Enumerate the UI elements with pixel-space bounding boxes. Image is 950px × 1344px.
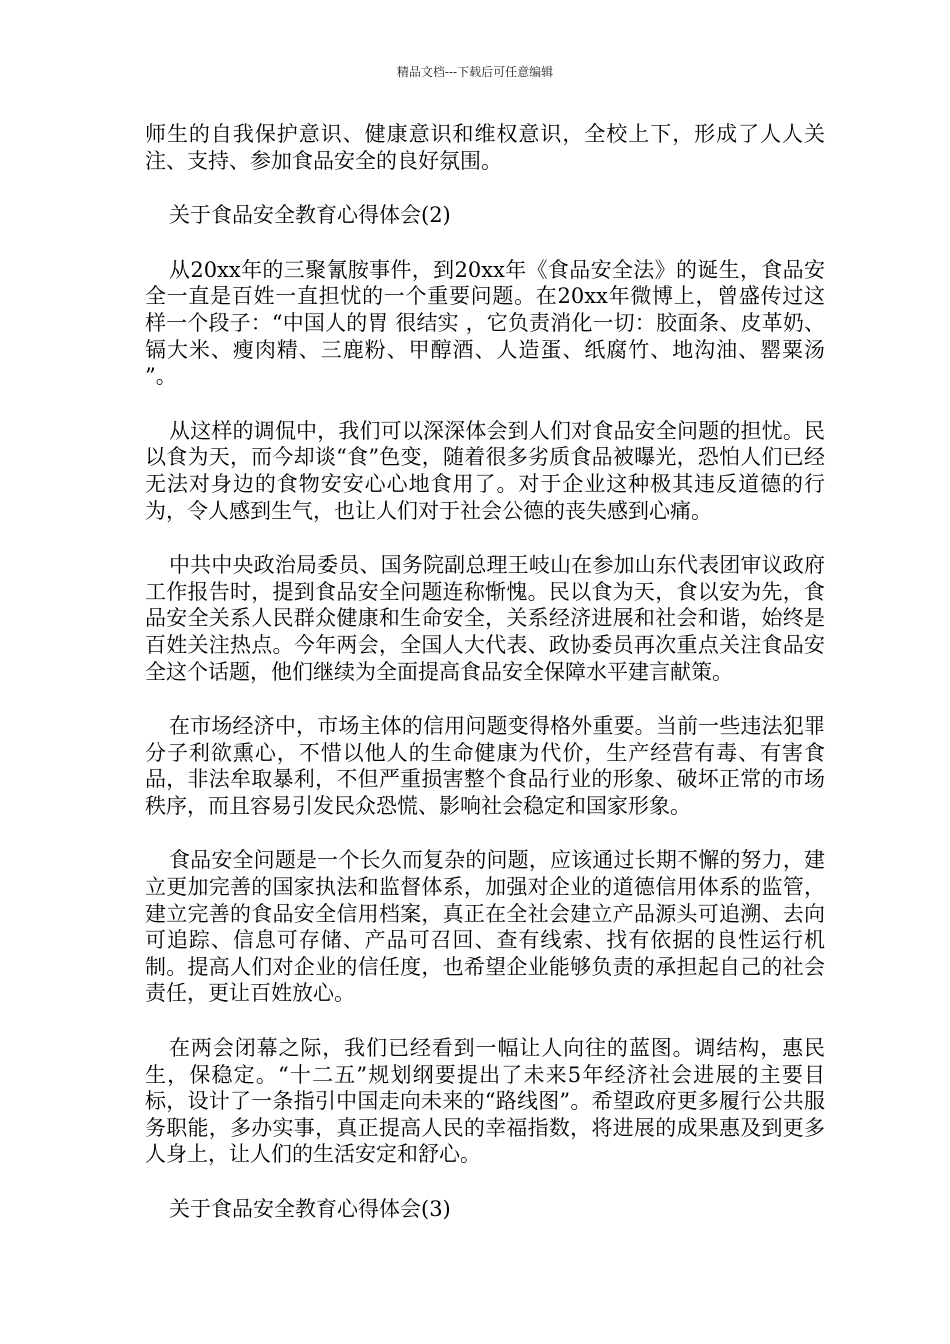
- paragraph-4: 在市场经济中，市场主体的信用问题变得格外重要。当前一些违法犯罪分子利欲熏心，不惜以他人的生命健康为代价，生产经营有毒、有害食品，非法牟取暴利，不但严重损害整个食品行业的形象、破坏正常的市场秩序，而且容易引发民众恐慌、影响社会稳定和国家形象。: [145, 714, 825, 818]
- paragraph-1: 从20xx年的三聚氰胺事件，到20xx年《食品安全法》的诞生，食品安全一直是百姓一直担忧的一个重要问题。在20xx年微博上，曾盛传过这样一个段子：“中国人的胃 很结实 ，它负责消化一切：胶面条、皮革奶、镉大米、瘦肉精、三鹿粉、甲醇酒、人造蛋、纸腐竹、地沟油、罂粟汤 ”。: [145, 257, 825, 389]
- document-body: [145, 121, 825, 1223]
- section-heading-3: 关于食品安全教育心得体会(3): [169, 1197, 451, 1221]
- paragraph-6: 在两会闭幕之际，我们已经看到一幅让人向往的蓝图。调结构，惠民生，保稳定。“十二五”规划纲要提出了未来5年经济社会进展的主要目标，设计了一条指引中国走向未来的“路线图”。希望政府更多履行公共服务职能，多办实事，真正提高人民的幸福指数，将进展的成果惠及到更多人身上，让人们的生活安定和舒心。: [145, 1036, 825, 1167]
- paragraph-2: 从这样的调侃中，我们可以深深体会到人们对食品安全问题的担忧。民以食为天，而今却谈“食”色变，随着很多劣质食品被曝光，恐怕人们已经无法对身边的食物安安心心地食用了。对于企业这种极其违反道德的行为，令人感到生气，也让人们对于社会公德的丧失感到心痛。: [145, 418, 825, 523]
- paragraph-3: 中共中央政治局委员、国务院副总理王岐山在参加山东代表团审议政府工作报告时，提到食品安全问题连称惭愧。民以食为天，食以安为先，食品安全关系人民群众健康和生命安全，关系经济进展和社会和谐，始终是百姓关注热点。今年两会，全国人大代表、政协委员再次重点关注食品安全这个话题，他们继续为全面提高食品安全保障水平建言献策。: [145, 553, 825, 684]
- section-heading-2: 关于食品安全教育心得体会(2): [169, 203, 451, 228]
- paragraph-5: 食品安全问题是一个长久而复杂的问题，应该通过长期不懈的努力，建立更加完善的国家执法和监督体系，加强对企业的道德信用体系的监管，建立完善的食品安全信用档案，真正在全社会建立产品源头可追溯、去向可追踪、信息可存储、产品可召回、查有线索、找有依据的良性运行机制。提高人们对企业的信任度，也希望企业能够负责的承担起自己的社会责任，更让百姓放心。: [145, 848, 825, 1006]
- page-header: 精品文档---下载后可任意编辑: [396, 65, 554, 79]
- paragraph-continued: 师生的自我保护意识、健康意识和维权意识，全校上下，形成了人人关注、支持、参加食品安全的良好氛围。: [145, 122, 825, 173]
